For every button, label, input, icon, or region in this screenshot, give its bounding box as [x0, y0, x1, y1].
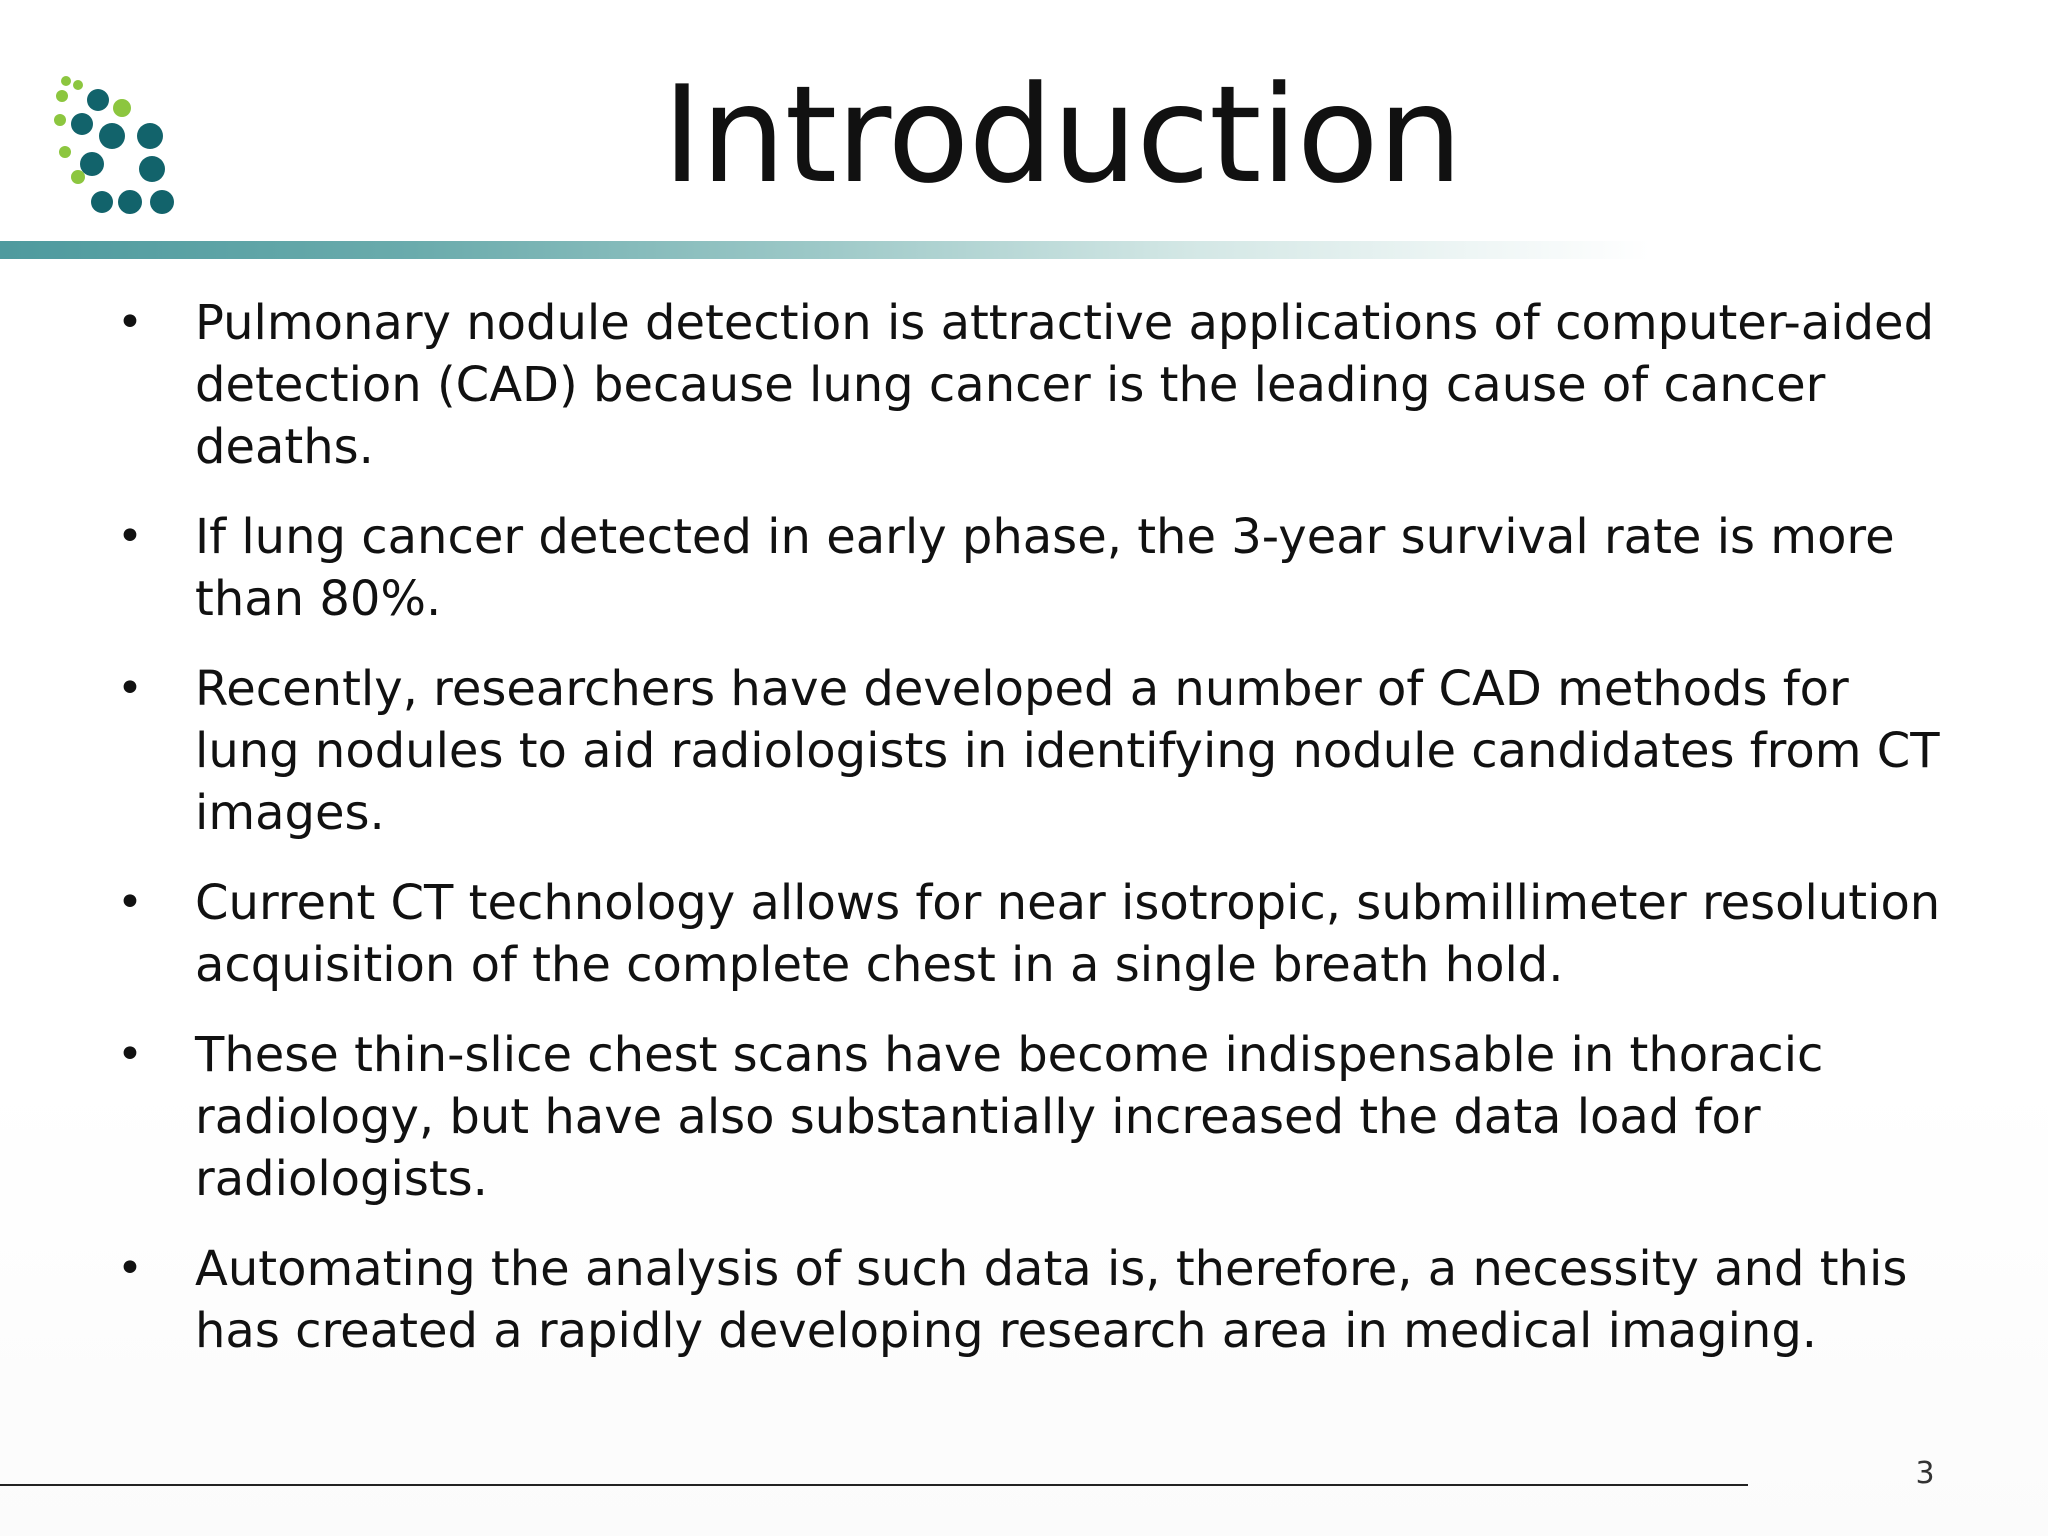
- list-item: [117, 1024, 1957, 1210]
- bullet-text: Recently, researchers have developed a number of CAD methods for lung nodules to aid radiologists in identifying nodule candidates from CT images.: [195, 661, 1940, 841]
- bullet-dot: •: [117, 663, 143, 714]
- footer-divider: [0, 1484, 1748, 1486]
- slide-title: [0, 57, 2048, 213]
- list-item: [117, 506, 1957, 630]
- list-item: [117, 1238, 1957, 1362]
- header-divider: [0, 241, 1650, 259]
- bullet-dot: •: [117, 1029, 143, 1080]
- bullet-text: These thin-slice chest scans have become indispensable in thoracic radiology, but have also substantially increased the data load for radiologists.: [195, 1027, 1824, 1207]
- bullet-dot: •: [117, 511, 143, 562]
- bullet-dot: •: [117, 297, 143, 348]
- list-item: [117, 292, 1957, 478]
- bullet-text: Pulmonary nodule detection is attractive applications of computer-aided detection (CAD) because lung cancer is the leading cause of cancer deaths.: [195, 295, 1935, 475]
- list-item: [117, 872, 1957, 996]
- slide-title-text: Introduction: [662, 57, 1462, 213]
- bullet-text: If lung cancer detected in early phase, the 3-year survival rate is more than 80%.: [195, 509, 1895, 627]
- bullet-text: Automating the analysis of such data is, therefore, a necessity and this has created a rapidly developing research area in medical imaging.: [195, 1241, 1908, 1359]
- bullet-list: [117, 292, 1957, 1390]
- bullet-dot: •: [117, 1243, 143, 1294]
- list-item: [117, 658, 1957, 844]
- page-number: 3: [1915, 1456, 1935, 1491]
- bullet-dot: •: [117, 877, 143, 928]
- bullet-text: Current CT technology allows for near isotropic, submillimeter resolution acquisition of the complete chest in a single breath hold.: [195, 875, 1941, 993]
